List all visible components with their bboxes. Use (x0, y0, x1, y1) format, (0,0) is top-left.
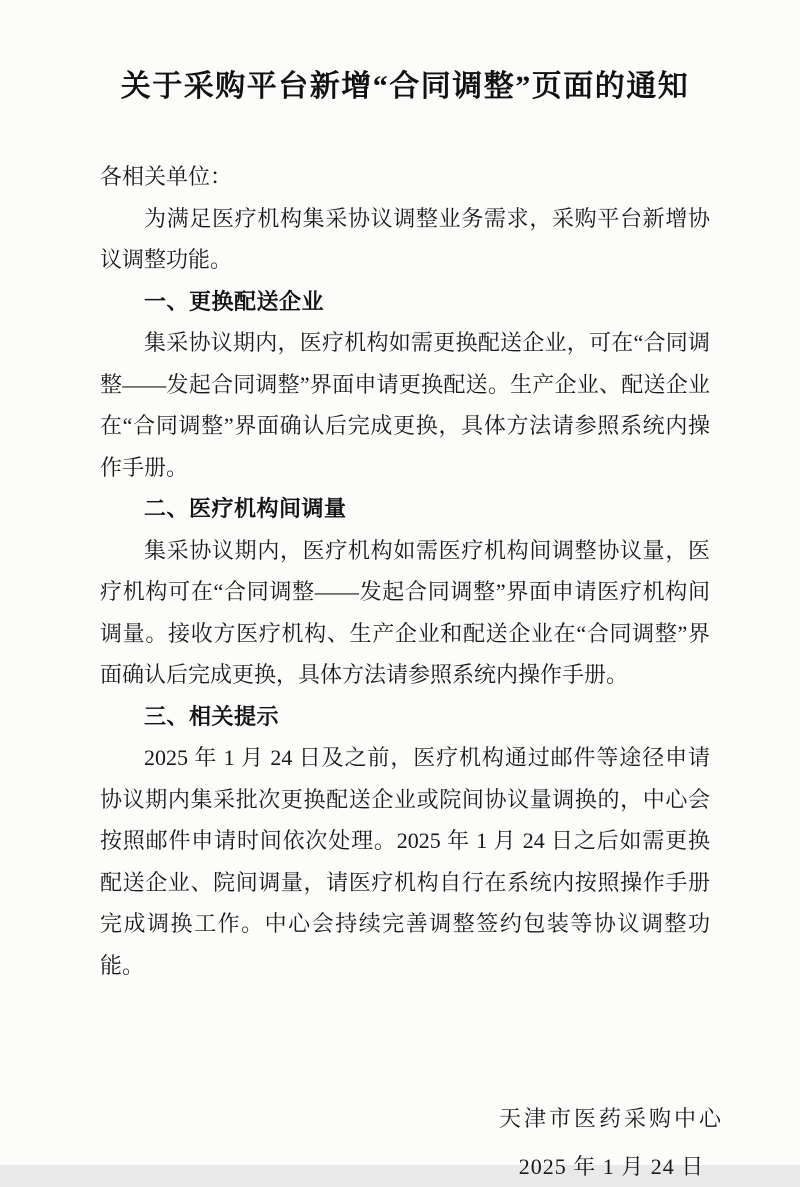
signature-block (499, 1098, 724, 1187)
salutation: 各相关单位： (100, 156, 710, 198)
section-2-paragraph: 集采协议期内，医疗机构如需医疗机构间调整协议量，医疗机构可在“合同调整——发起合同调整”界面申请医疗机构间调量。接收方医疗机构、生产企业和配送企业在“合同调整”界面确认后完成更换，具体方法请参照系统内操作手册。 (100, 530, 710, 696)
section-1-heading: 一、更换配送企业 (100, 281, 710, 323)
intro-paragraph: 为满足医疗机构集采协议调整业务需求，采购平台新增协议调整功能。 (100, 198, 710, 281)
section-3-paragraph: 2025 年 1 月 24 日及之前，医疗机构通过邮件等途径申请协议期内集采批次更换配送企业或院间协议量调换的，中心会按照邮件申请时间依次处理。2025 年 1 月 24 日之后如需更换配送企业、院间调量，请医疗机构自行在系统内按照操作手册完成调换工作。中心会持续完善调整签约包装等协议调整功能。 (100, 737, 710, 986)
signature-organization: 天津市医药采购中心 (499, 1098, 724, 1140)
section-2-heading: 二、医疗机构间调量 (100, 488, 710, 530)
section-3-heading: 三、相关提示 (100, 696, 710, 738)
section-1-paragraph: 集采协议期内，医疗机构如需更换配送企业，可在“合同调整——发起合同调整”界面申请更换配送。生产企业、配送企业在“合同调整”界面确认后完成更换，具体方法请参照系统内操作手册。 (100, 322, 710, 488)
signature-date: 2025 年 1 月 24 日 (519, 1146, 705, 1187)
document-title: 关于采购平台新增“合同调整”页面的通知 (100, 64, 710, 110)
document-body (100, 156, 710, 986)
